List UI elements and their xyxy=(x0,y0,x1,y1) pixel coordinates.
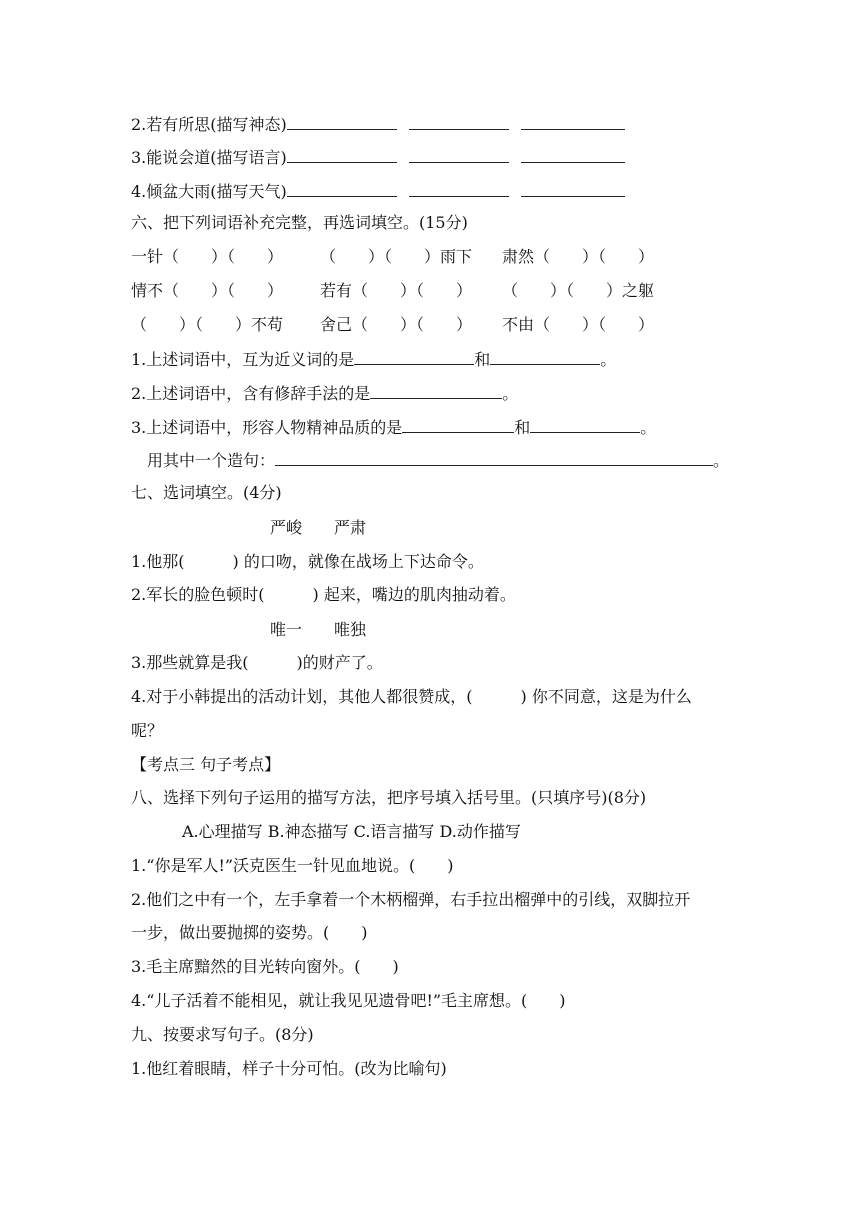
answer-blank[interactable] xyxy=(370,382,502,399)
s5-item-4 xyxy=(131,180,625,202)
s6-q1: 1.上述词语中，互为近义词的是 和 。 xyxy=(131,350,617,369)
answer-blank[interactable] xyxy=(287,180,397,197)
s5-item-2 xyxy=(131,113,625,135)
s6-title: 六、把下列词语补充完整，再选词填空。(15分) xyxy=(131,213,468,232)
word-choices: 唯一 唯独 xyxy=(270,620,367,639)
idiom-cell[interactable]: 情不（ ）（ ） xyxy=(131,281,284,300)
s5-item-3 xyxy=(131,146,625,168)
s8-title: 八、选择下列句子运用的描写方法，把序号填入括号里。(只填序号)(8分) xyxy=(131,788,647,807)
s9-title: 九、按要求写句子。(8分) xyxy=(131,1025,314,1044)
idiom-cell[interactable]: （ ）（ ）不苟 xyxy=(131,315,284,334)
answer-blank[interactable] xyxy=(287,146,397,163)
s5-item-2-text: 2.若有所思(描写神态) xyxy=(131,115,287,134)
s7-q4-cont: 呢？ xyxy=(131,721,164,740)
answer-blank[interactable] xyxy=(409,146,509,163)
idiom-cell[interactable]: （ ）（ ）之躯 xyxy=(502,281,655,300)
s7-q2: 2.军长的脸色顿时( ) 起来，嘴边的肌肉抽动着。 xyxy=(131,585,516,604)
s7-q4: 4.对于小韩提出的活动计划，其他人都很赞成，( ) 你不同意，这是为什么 xyxy=(131,687,692,706)
answer-blank[interactable] xyxy=(530,416,640,433)
answer-blank[interactable] xyxy=(409,180,509,197)
s8-q2-cont: 一步，做出要抛掷的姿势。( ) xyxy=(131,923,368,942)
answer-blank[interactable] xyxy=(521,180,625,197)
idiom-cell[interactable]: （ ）（ ）雨下 xyxy=(320,247,473,266)
answer-blank[interactable] xyxy=(490,348,600,365)
s8-q3: 3.毛主席黯然的目光转向窗外。( ) xyxy=(131,957,399,976)
s6-q3: 3.上述词语中，形容人物精神品质的是 和 。 xyxy=(131,418,657,437)
s6-q2: 2.上述词语中，含有修辞手法的是 。 xyxy=(131,384,519,403)
answer-blank[interactable] xyxy=(275,449,713,466)
idiom-cell[interactable]: 不由（ ）（ ） xyxy=(502,315,655,334)
answer-blank[interactable] xyxy=(287,113,397,130)
s8-options: A.心理描写 B.神态描写 C.语言描写 D.动作描写 xyxy=(182,822,521,841)
s7-title: 七、选词填空。(4分) xyxy=(131,483,282,502)
s9-q1: 1.他红着眼睛，样子十分可怕。(改为比喻句) xyxy=(131,1059,447,1078)
answer-blank[interactable] xyxy=(521,146,625,163)
answer-blank[interactable] xyxy=(521,113,625,130)
s5-item-4-text: 4.倾盆大雨(描写天气) xyxy=(131,182,287,201)
s8-q4: 4.“儿子活着不能相见，就让我见见遗骨吧!”毛主席想。( ) xyxy=(131,991,566,1010)
idiom-cell[interactable]: 肃然（ ）（ ） xyxy=(502,247,655,266)
word-choices: 严峻 严肃 xyxy=(270,518,367,537)
s7-q3: 3.那些就算是我( )的财产了。 xyxy=(131,653,383,672)
s8-q1: 1.“你是军人!”沃克医生一针见血地说。( ) xyxy=(131,856,454,875)
s5-item-3-text: 3.能说会道(描写语言) xyxy=(131,148,287,167)
s7-q1: 1.他那( ) 的口吻，就像在战场上下达命令。 xyxy=(131,552,484,571)
idiom-cell[interactable]: 若有（ ）（ ） xyxy=(320,281,473,300)
answer-blank[interactable] xyxy=(354,348,474,365)
s6-q4: 用其中一个造句： 。 xyxy=(147,451,730,470)
section-heading: 【考点三 句子考点】 xyxy=(131,755,281,774)
answer-blank[interactable] xyxy=(409,113,509,130)
answer-blank[interactable] xyxy=(402,416,514,433)
idiom-cell[interactable]: 一针（ ）（ ） xyxy=(131,247,284,266)
s8-q2: 2.他们之中有一个，左手拿着一个木柄榴弹，右手拉出榴弹中的引线，双脚拉开 xyxy=(131,890,691,909)
idiom-cell[interactable]: 舍己（ ）（ ） xyxy=(320,315,473,334)
